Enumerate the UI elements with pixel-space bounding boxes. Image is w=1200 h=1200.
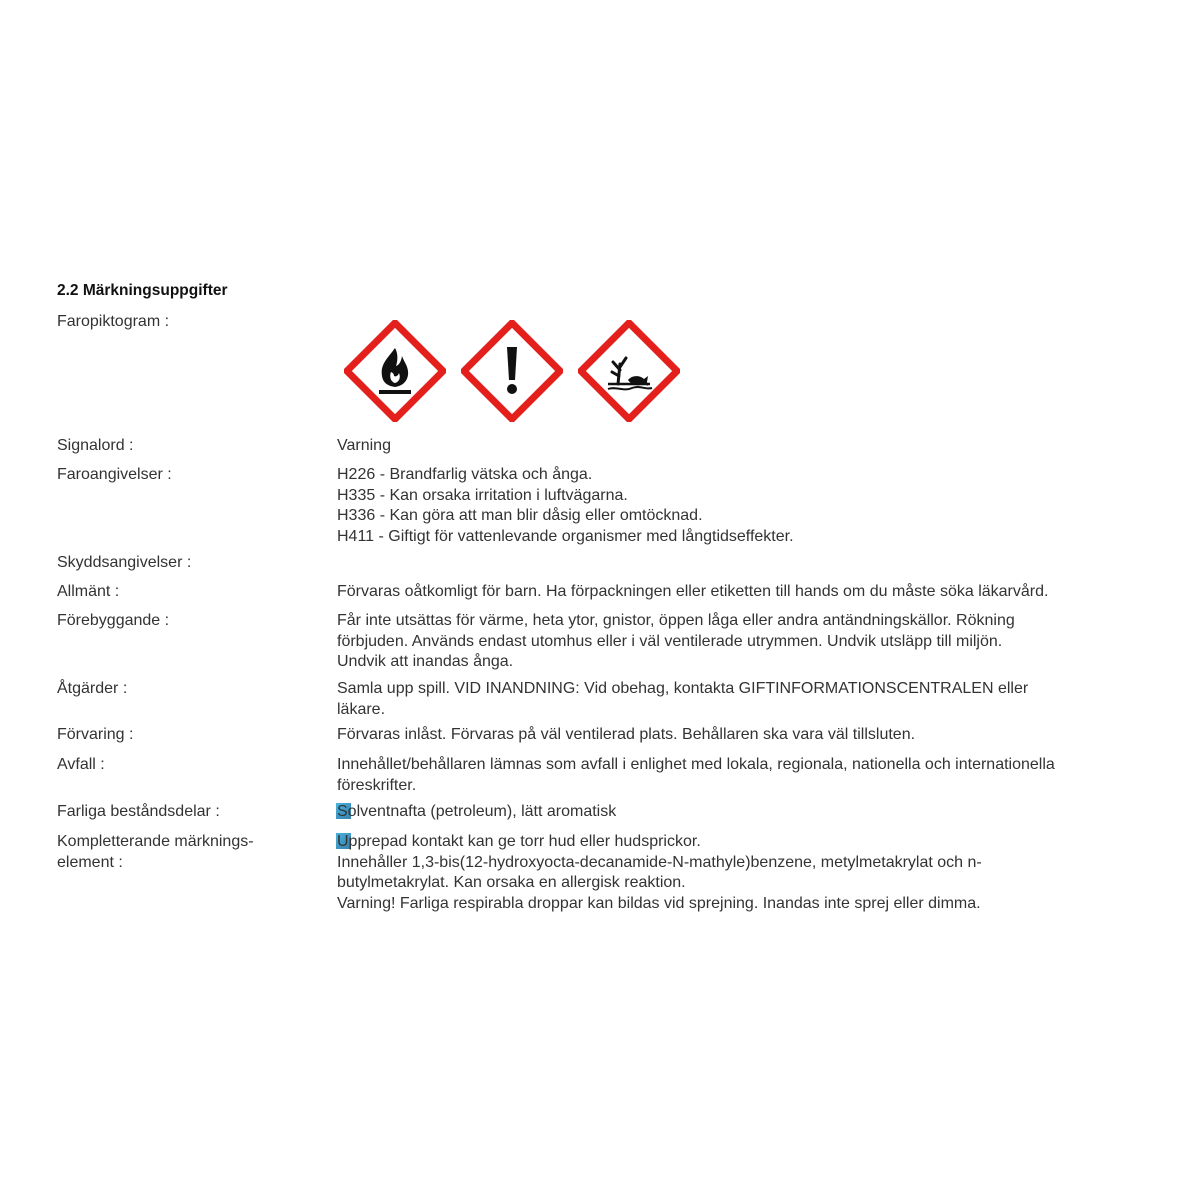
storage-label: Förvaring : [57,726,134,743]
disposal-label: Avfall : [57,756,105,773]
hazard-statement: H411 - Giftigt för vattenlevande organismer med långtidseffekter. [337,527,794,545]
prevention-label: Förebyggande : [57,612,170,629]
hazard-statement: H335 - Kan orsaka irritation i luftvägarna. [337,486,628,504]
flame-icon [344,320,446,422]
pictograms-label: Faropiktogram : [57,313,170,330]
general-value: Förvaras oåtkomligt för barn. Ha förpackningen eller etiketten till hands om du måste söka läkarvård. [337,583,1049,600]
exclamation-mark-icon [461,320,563,422]
hazardous-components-label: Farliga beståndsdelar : [57,803,220,820]
disposal-value: Innehållet/behållaren lämnas som avfall i enlighet med lokala, regionala, nationella och internationella föreskrifter. [337,756,1055,794]
hazard-statements-list [337,465,1137,547]
storage-value: Förvaras inlåst. Förvaras på väl ventilerad plats. Behållaren ska vara väl tillsluten. [337,726,916,743]
hazardous-components-value: Solventnafta (petroleum), lätt aromatisk [337,802,1137,823]
response-value: Samla upp spill. VID INANDNING: Vid obehag, kontakta GIFTINFORMATIONSCENTRALEN eller läkare. [337,680,1029,718]
signal-word-value: Varning [337,437,391,454]
general-label: Allmänt : [57,583,120,600]
response-label: Åtgärder : [57,680,128,697]
supplemental-label: Kompletterande märknings- element : [57,833,254,871]
precautionary-label: Skyddsangivelser : [57,554,192,571]
signal-word-label: Signalord : [57,437,134,454]
supplemental-value: Upprepad kontakt kan ge torr hud eller hudsprickor. Innehåller 1,3-bis(12-hydroxyocta-decanamide-N-mathyle)benzene, metylmetakrylat och n- butylmetakrylat. Kan orsaka en allergisk reaktion. Varning! Farliga respirabla droppar kan bildas vid sprejning. Inandas inte sprej eller dimma. [337,832,1137,914]
hazard-statements-label: Faroangivelser : [57,466,172,483]
environment-hazard-icon [578,320,680,422]
hazard-statement: H226 - Brandfarlig vätska och ånga. [337,466,593,483]
hazard-statement: H336 - Kan göra att man blir dåsig eller omtöcknad. [337,507,703,524]
section-title: 2.2 Märkningsuppgifter [57,282,228,299]
prevention-value: Får inte utsättas för värme, heta ytor, gnistor, öppen låga eller andra antändningskällor. Rökning förbjuden. Används endast utomhus eller i väl ventilerade utrymmen. Undvik utsläpp till miljön. Undvik att inandas ånga. [337,612,1015,670]
